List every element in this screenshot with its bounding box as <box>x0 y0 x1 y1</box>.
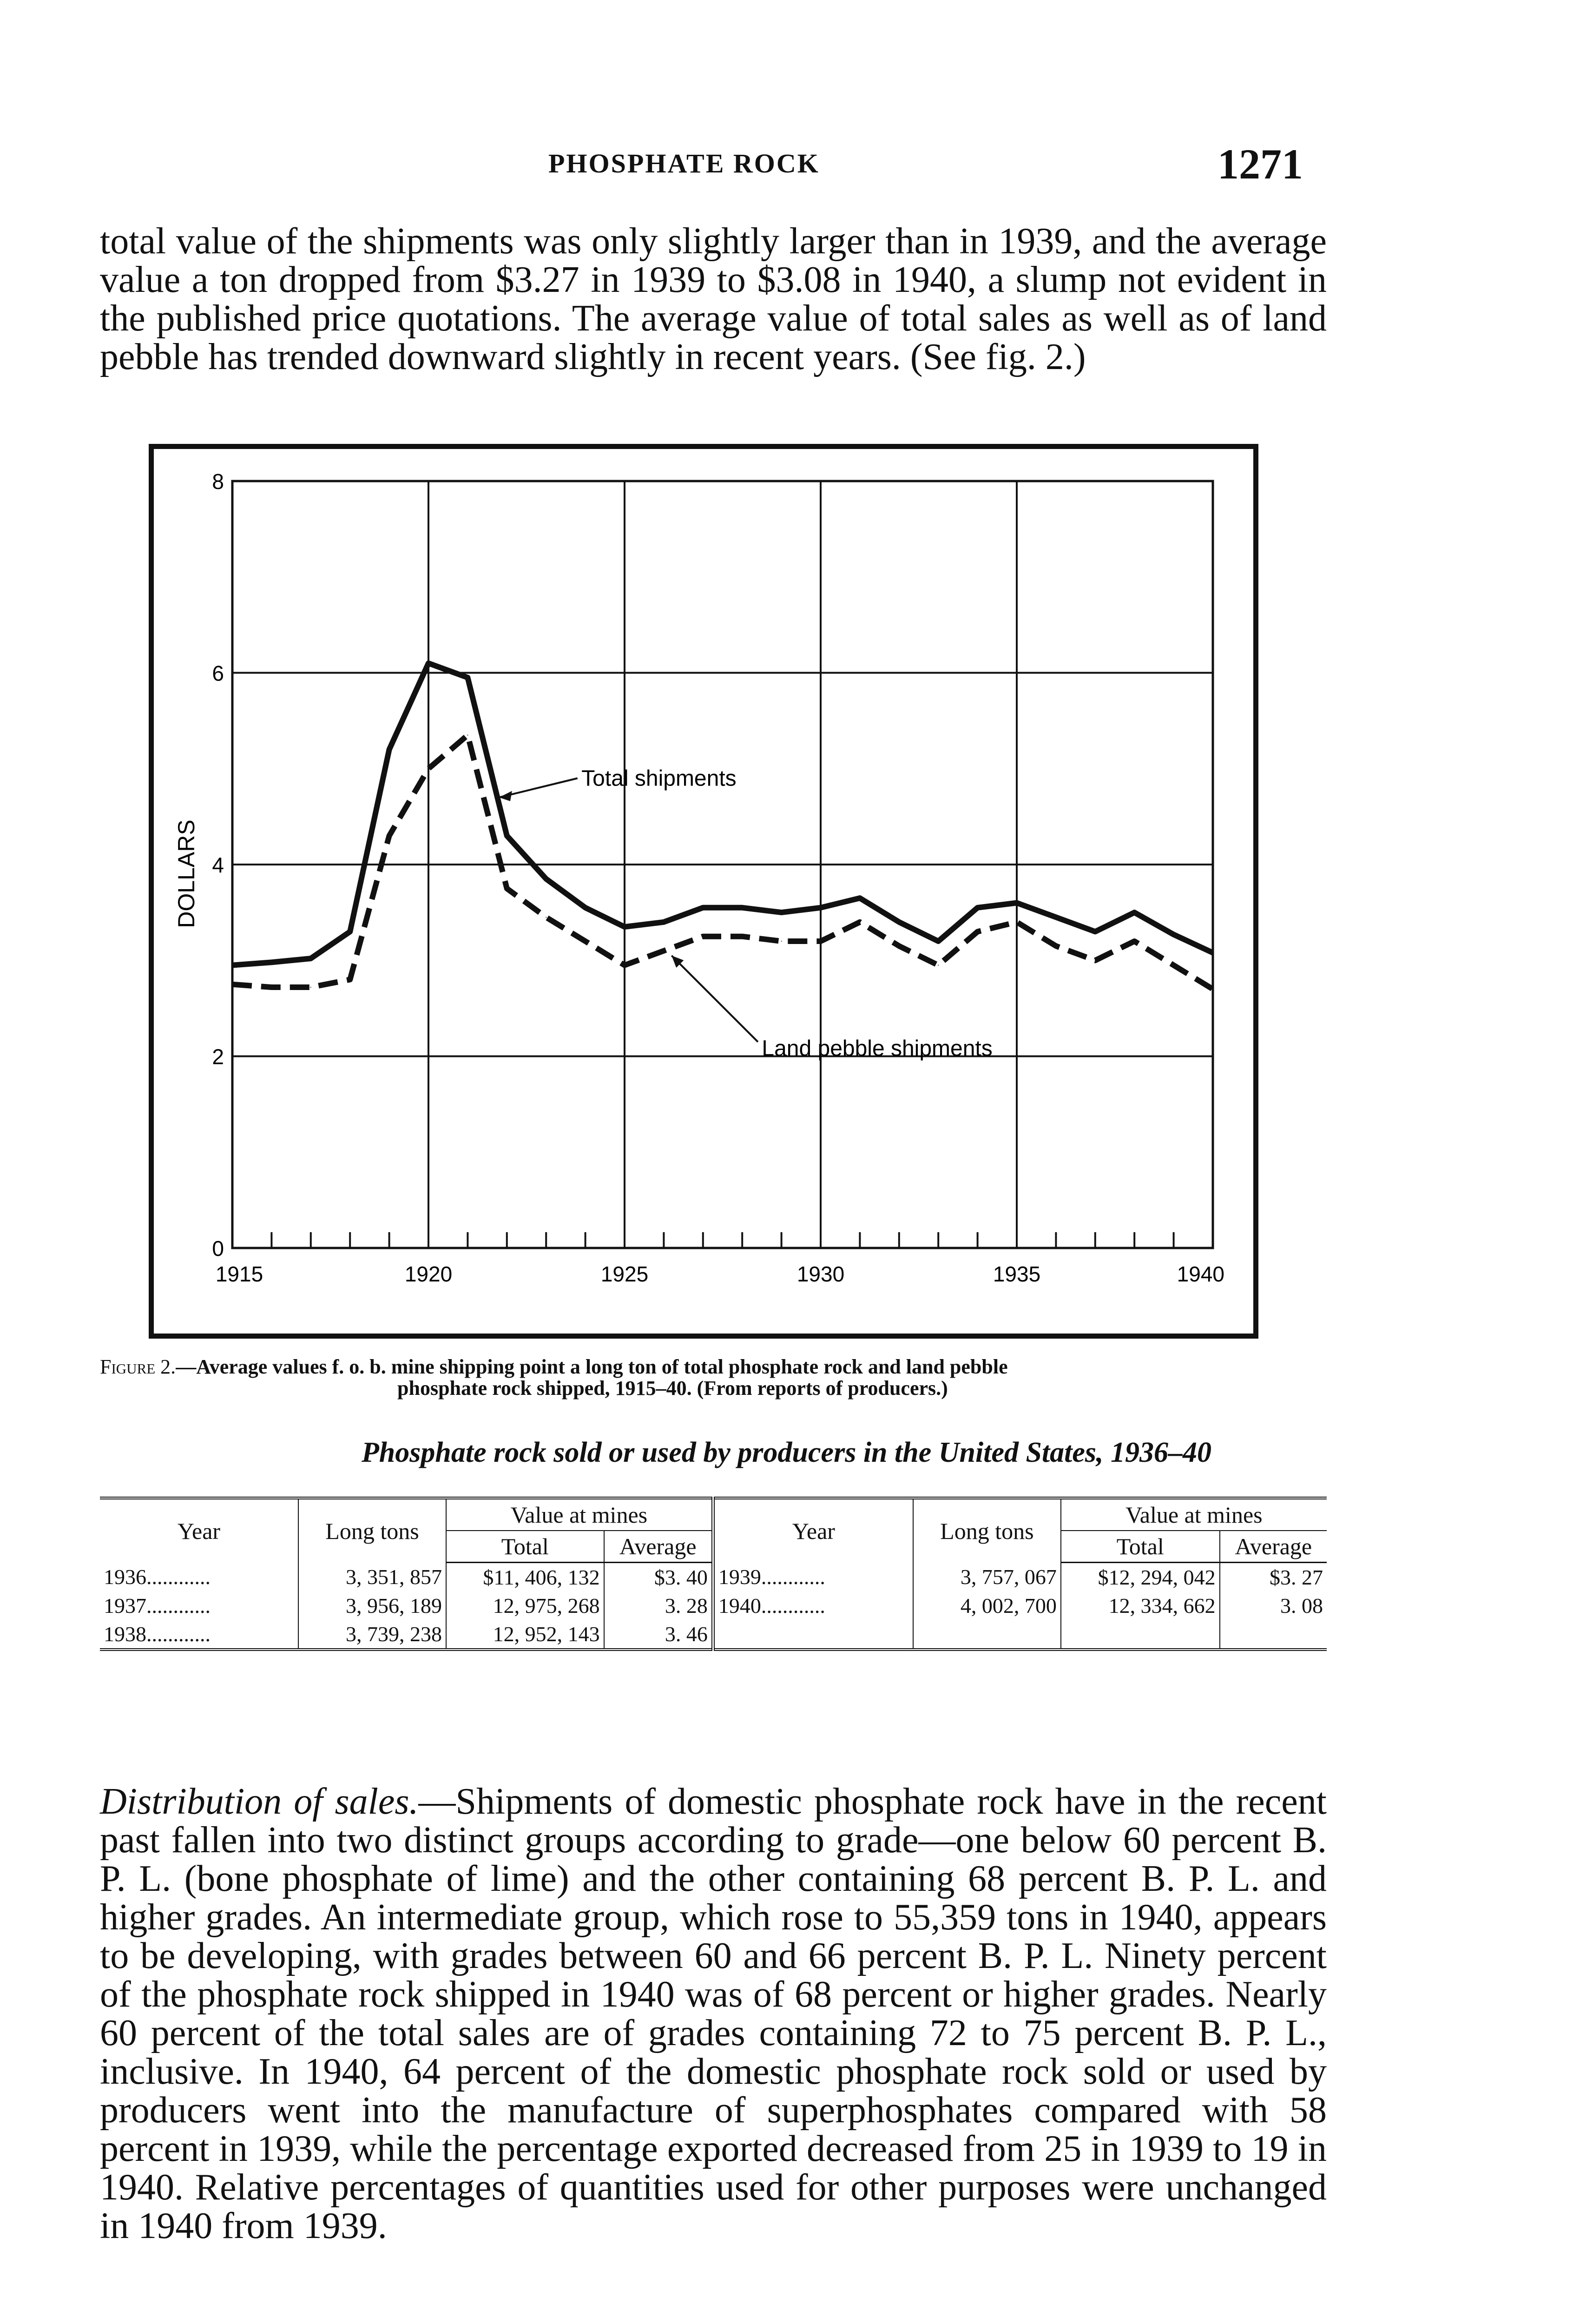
row-empty <box>913 1620 1061 1650</box>
data-point-land-pebble <box>1134 941 1135 942</box>
x-tick-label: 1925 <box>600 1262 649 1286</box>
x-tick-label: 1920 <box>404 1262 453 1286</box>
row-tons: 3, 351, 857 <box>298 1563 446 1592</box>
table-row <box>100 1563 1327 1592</box>
annotation-leader-land-pebble <box>671 956 758 1042</box>
paragraph-intro-text: total value of the shipments was only slightly larger than in 1939, and the average value a ton dropped from $3.27 in 1939 to $3.08 in 1940, a slump not evident in the published price quotations. The average value of total sales as well as of land pebble has trended downward slightly in recent years. (See fig. 2.) <box>100 221 1327 377</box>
row-tons: 3, 739, 238 <box>298 1620 446 1650</box>
data-point-land-pebble <box>899 945 900 946</box>
row-total: 12, 334, 662 <box>1061 1591 1220 1620</box>
page-number: 1271 <box>1218 140 1303 188</box>
data-point-total <box>1055 917 1056 918</box>
data-point-total <box>977 907 978 908</box>
col-total: Total <box>446 1531 604 1563</box>
row-average: 3. 08 <box>1220 1591 1327 1620</box>
data-point-land-pebble <box>624 965 625 966</box>
data-point-total <box>820 907 821 908</box>
data-point-land-pebble <box>1212 989 1213 990</box>
annotation-land-pebble-shipments: Land pebble shipments <box>762 1036 993 1061</box>
chart-labels <box>173 469 1224 1286</box>
y-tick-label: 6 <box>212 661 224 686</box>
row-tons: 3, 956, 189 <box>298 1591 446 1620</box>
data-point-land-pebble <box>977 931 978 932</box>
data-point-land-pebble <box>428 768 429 769</box>
col-year: Year <box>100 1498 298 1563</box>
line-chart <box>149 444 1258 1339</box>
row-average: $3. 27 <box>1220 1563 1327 1592</box>
data-point-total <box>585 907 586 908</box>
data-point-total <box>1016 903 1017 904</box>
table-row <box>100 1591 1327 1620</box>
paragraph-intro <box>100 222 1327 376</box>
data-point-total <box>938 941 939 942</box>
col-long-tons-right: Long tons <box>913 1498 1061 1563</box>
data-point-total <box>1134 912 1135 913</box>
annotation-total-shipments: Total shipments <box>581 766 737 791</box>
data-point-land-pebble <box>1016 922 1017 923</box>
data-point-total <box>1095 931 1096 932</box>
col-average: Average <box>604 1531 713 1563</box>
data-table <box>100 1497 1327 1651</box>
data-point-total <box>781 912 782 913</box>
figure-label: Figure 2. <box>100 1355 176 1378</box>
data-point-total <box>310 958 311 959</box>
y-axis-title: DOLLARS <box>173 819 199 928</box>
x-tick-label: 1935 <box>993 1262 1041 1286</box>
chart-ticks <box>271 1232 1173 1248</box>
data-point-land-pebble <box>310 987 311 988</box>
data-point-land-pebble <box>938 965 939 966</box>
col-average-right: Average <box>1220 1531 1327 1563</box>
data-point-land-pebble <box>742 936 743 937</box>
data-point-total <box>742 907 743 908</box>
data-point-land-pebble <box>1055 945 1056 946</box>
y-tick-label: 8 <box>212 469 224 494</box>
data-point-land-pebble <box>349 979 350 980</box>
series-line-total-shipments <box>232 663 1213 965</box>
row-total: 12, 975, 268 <box>446 1591 604 1620</box>
col-value-at-mines-right: Value at mines <box>1061 1498 1327 1531</box>
data-point-total <box>349 931 350 932</box>
row-year: 1937 <box>104 1594 146 1618</box>
row-average: 3. 46 <box>604 1620 713 1650</box>
data-point-land-pebble <box>1095 960 1096 961</box>
row-total: $12, 294, 042 <box>1061 1563 1220 1592</box>
data-point-total <box>899 922 900 923</box>
figure-caption-line-2: phosphate rock shipped, 1915–40. (From reports of producers.) <box>397 1377 948 1400</box>
col-value-at-mines: Value at mines <box>446 1498 713 1531</box>
leader-dots: ............ <box>761 1565 825 1589</box>
row-average: $3. 40 <box>604 1563 713 1592</box>
table-title: Phosphate rock sold or used by producers in the United States, 1936–40 <box>361 1437 1212 1468</box>
row-tons: 4, 002, 700 <box>913 1591 1061 1620</box>
x-tick-label: 1930 <box>796 1262 845 1286</box>
data-point-land-pebble <box>1173 965 1174 966</box>
data-point-land-pebble <box>781 941 782 942</box>
col-long-tons: Long tons <box>298 1498 446 1563</box>
row-empty <box>1220 1620 1327 1650</box>
paragraph-distribution-text: —Shipments of domestic phosphate rock have in the recent past fallen into two distinct groups according to grade—one below 60 percent B. P. L. (bone phosphate of lime) and the other containing 68 percent B. P. L. and higher grades. An intermediate group, which rose to 55,359 tons in 1940, appears to be developing, with grades between 60 and 66 percent B. P. L. Ninety percent of the phosphate rock shipped in 1940 was of 68 percent or higher grades. Nearly 60 percent of the total sales are of grades containing 72 to 75 percent B. P. L., inclusive. In 1940, 64 percent of the domestic phosphate rock sold or used by producers went into the manufacture of superphosphates compared with 58 percent in 1939, while the percentage exported decreased from 25 in 1939 to 19 in 1940. Relative percentages of quantities used for other purposes were unchanged in 1940 from 1939. <box>100 1781 1327 2246</box>
row-year: 1940 <box>718 1594 761 1618</box>
leader-dots: ............ <box>761 1594 825 1618</box>
data-point-land-pebble <box>271 987 272 988</box>
row-year: 1939 <box>718 1565 761 1589</box>
row-average: 3. 28 <box>604 1591 713 1620</box>
y-tick-label: 4 <box>212 853 224 877</box>
data-point-total <box>624 926 625 927</box>
data-point-total <box>271 962 272 963</box>
row-empty <box>713 1620 913 1650</box>
data-point-total <box>703 907 704 908</box>
col-year-right: Year <box>713 1498 913 1563</box>
x-tick-label: 1940 <box>1177 1262 1224 1286</box>
data-point-total <box>663 922 664 923</box>
y-tick-label: 2 <box>212 1044 224 1069</box>
row-year: 1938 <box>104 1622 146 1646</box>
leader-dots: ............ <box>146 1594 211 1618</box>
data-point-land-pebble <box>585 941 586 942</box>
data-point-total <box>1212 952 1213 953</box>
leader-dots: ............ <box>146 1622 211 1646</box>
data-point-land-pebble <box>232 984 233 985</box>
chart-series <box>232 663 1213 990</box>
data-point-total <box>1173 934 1174 935</box>
running-head: PHOSPHATE ROCK <box>548 148 820 178</box>
y-tick-label: 0 <box>212 1236 224 1261</box>
x-tick-label: 1915 <box>215 1262 263 1286</box>
data-point-land-pebble <box>389 835 390 836</box>
data-point-total <box>428 663 429 664</box>
row-year: 1936 <box>104 1565 146 1589</box>
data-point-land-pebble <box>467 735 468 736</box>
row-total: 12, 952, 143 <box>446 1620 604 1650</box>
leader-dots: ............ <box>146 1565 211 1589</box>
row-tons: 3, 757, 067 <box>913 1563 1061 1592</box>
data-point-land-pebble <box>859 922 860 923</box>
data-point-land-pebble <box>820 941 821 942</box>
figure-caption-line-1: —Average values f. o. b. mine shipping point a long ton of total phosphate rock and land pebble <box>176 1355 1008 1378</box>
data-point-total <box>389 749 390 750</box>
data-point-total <box>232 965 233 966</box>
paragraph-distribution <box>100 1783 1327 2245</box>
figure-caption <box>100 1356 1327 1399</box>
row-total: $11, 406, 132 <box>446 1563 604 1592</box>
table-row <box>100 1620 1327 1650</box>
paragraph-lead: Distribution of sales. <box>100 1781 419 1822</box>
row-empty <box>1061 1620 1220 1650</box>
data-point-total <box>467 677 468 678</box>
data-point-land-pebble <box>703 936 704 937</box>
col-total-right: Total <box>1061 1531 1220 1563</box>
